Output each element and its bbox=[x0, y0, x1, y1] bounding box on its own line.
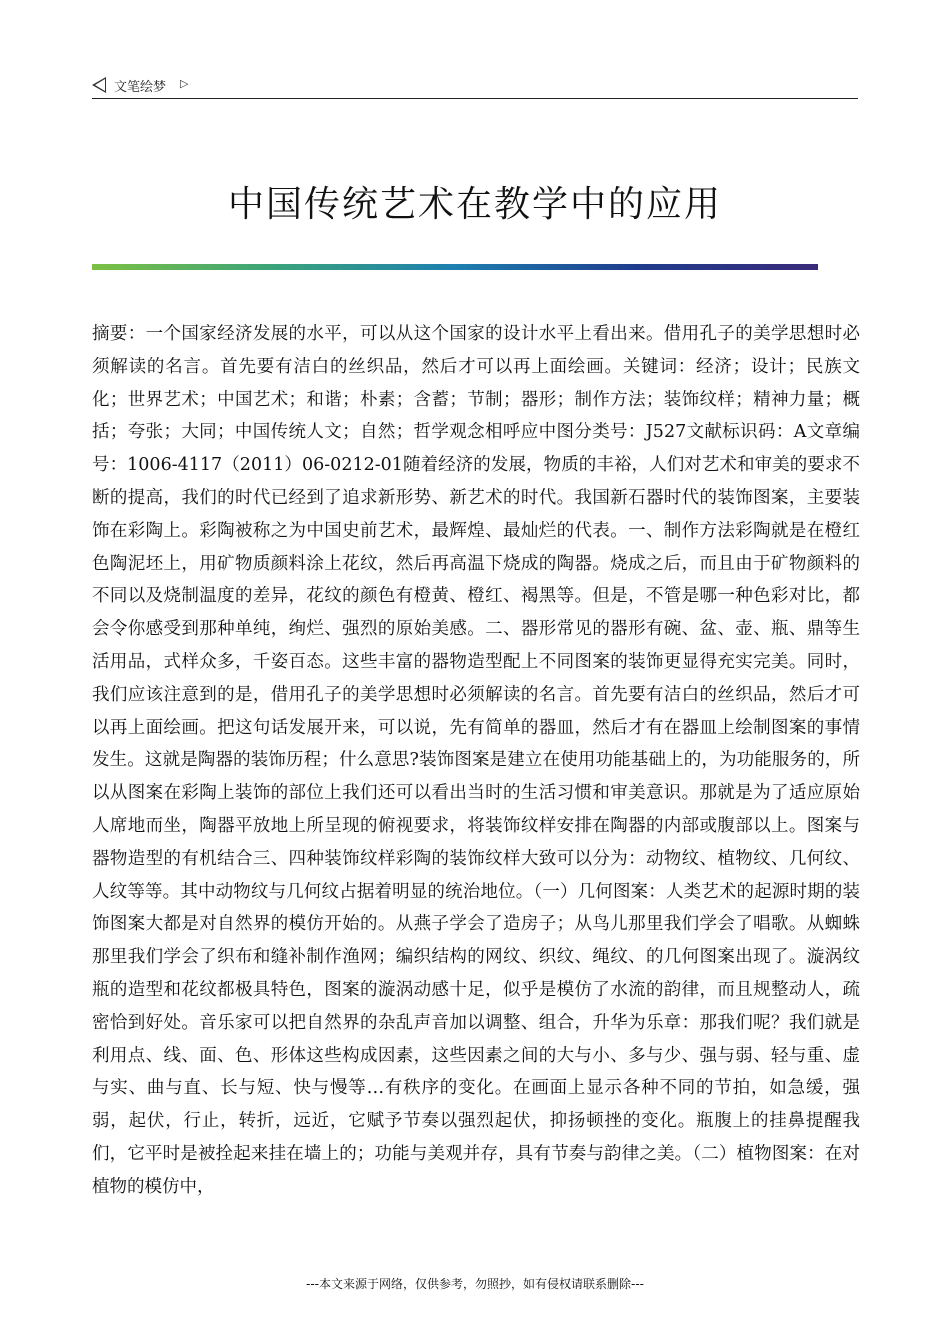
left-triangle-icon bbox=[92, 77, 106, 93]
title-divider-gradient bbox=[92, 264, 818, 270]
page-header bbox=[92, 72, 858, 99]
document-body: 摘要：一个国家经济发展的水平，可以从这个国家的设计水平上看出来。借用孔子的美学思想时必须解读的名言。首先要有洁白的丝织品，然后才可以再上面绘画。关键词：经济；设计；民族文化；世界艺术；中国艺术；和谐；朴素；含蓄；节制；器形；制作方法；装饰纹样；精神力量；概括；夸张；大同；中国传统人文；自然；哲学观念相呼应中图分类号：J527文献标识码：A文章编号：1006-4117（2011）06-0212-01随着经济的发展，物质的丰裕，人们对艺术和审美的要求不断的提高，我们的时代已经到了追求新形势、新艺术的时代。我国新石器时代的装饰图案，主要装饰在彩陶上。彩陶被称之为中国史前艺术，最辉煌、最灿烂的代表。一、制作方法彩陶就是在橙红色陶泥坯上，用矿物质颜料涂上花纹，然后再高温下烧成的陶器。烧成之后，而且由于矿物颜料的不同以及烧制温度的差异，花纹的颜色有橙黄、橙红、褐黑等。但是，不管是哪一种色彩对比，都会令你感受到那种单纯，绚烂、强烈的原始美感。二、器形常见的器形有碗、盆、壶、瓶、鼎等生活用品，式样众多，千姿百态。这些丰富的器物造型配上不同图案的装饰更显得充实完美。同时，我们应该注意到的是，借用孔子的美学思想时必须解读的名言。首先要有洁白的丝织品，然后才可以再上面绘画。把这句话发展开来，可以说，先有简单的器皿，然后才有在器皿上绘制图案的事情发生。这就是陶器的装饰历程；什么意思?装饰图案是建立在使用功能基础上的，为功能服务的，所以从图案在彩陶上装饰的部位上我们还可以看出当时的生活习惯和审美意识。那就是为了适应原始人席地而坐，陶器平放地上所呈现的俯视要求，将装饰纹样安排在陶器的内部或腹部以上。图案与器物造型的有机结合三、四种装饰纹样彩陶的装饰纹样大致可以分为：动物纹、植物纹、几何纹、人纹等等。其中动物纹与几何纹占据着明显的统治地位。（一）几何图案：人类艺术的起源时期的装饰图案大都是对自然界的模仿开始的。从燕子学会了造房子；从鸟儿那里我们学会了唱歌。从蜘蛛那里我们学会了织布和缝补制作渔网；编织结构的网纹、织纹、绳纹、的几何图案出现了。漩涡纹瓶的造型和花纹都极具特色，图案的漩涡动感十足，似乎是模仿了水流的韵律，而且规整动人，疏密恰到好处。音乐家可以把自然界的杂乱声音加以调整、组合，升华为乐章：那我们呢？我们就是利用点、线、面、色、形体这些构成因素，这些因素之间的大与小、多与少、强与弱、轻与重、虚与实、曲与直、长与短、快与慢等…有秩序的变化。在画面上显示各种不同的节拍，如急缓，强弱，起伏，行止，转折，远近，它赋予节奏以强烈起伏，抑扬顿挫的变化。瓶腹上的挂鼻提醒我们，它平时是被拴起来挂在墙上的；功能与美观并存，具有节奏与韵律之美。（二）植物图案：在对植物的模仿中， bbox=[92, 324, 860, 1197]
header-brand: 文笔绘梦 bbox=[114, 79, 167, 95]
footer-notice: ---本文来源于网络，仅供参考，勿照抄，如有侵权请联系删除--- bbox=[306, 1277, 644, 1291]
right-triangle-icon: ▷ bbox=[180, 76, 189, 90]
document-title: 中国传统艺术在教学中的应用 bbox=[227, 184, 722, 225]
